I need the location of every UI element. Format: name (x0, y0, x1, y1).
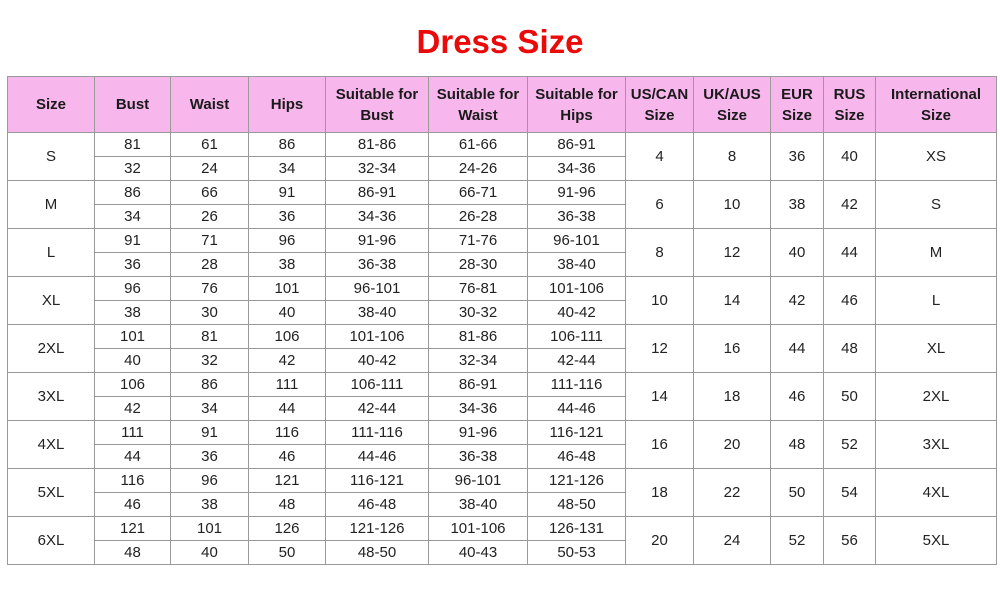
waist-inch-cell: 38 (171, 493, 249, 517)
suitable-hips-cm-cell: 91-96 (528, 181, 626, 205)
suitable-hips-cm-cell: 126-131 (528, 517, 626, 541)
suitable-hips-cm-cell: 111-116 (528, 373, 626, 397)
suitable-bust-inch-cell: 42-44 (326, 397, 429, 421)
page-title: Dress Size (416, 23, 584, 60)
header-hips (249, 77, 326, 133)
size-cell: XL (8, 277, 95, 325)
header-bust (95, 77, 171, 133)
hips-cm-cell: 126 (249, 517, 326, 541)
suitable-hips-inch-cell: 48-50 (528, 493, 626, 517)
table-row (8, 229, 997, 253)
waist-inch-cell: 40 (171, 541, 249, 565)
size-chart-table (7, 76, 997, 565)
suitable-waist-inch-cell: 30-32 (429, 301, 528, 325)
suitable-waist-inch-cell: 28-30 (429, 253, 528, 277)
bust-inch-cell: 44 (95, 445, 171, 469)
suitable-hips-inch-cell: 46-48 (528, 445, 626, 469)
suitable-hips-inch-cell: 38-40 (528, 253, 626, 277)
bust-inch-cell: 48 (95, 541, 171, 565)
bust-cm-cell: 96 (95, 277, 171, 301)
header-label: Waist (458, 106, 498, 124)
suitable-waist-inch-cell: 32-34 (429, 349, 528, 373)
us-can-size-cell: 12 (626, 325, 694, 373)
eur-size-cell: 38 (771, 181, 824, 229)
hips-inch-cell: 48 (249, 493, 326, 517)
header-label: Hips (560, 106, 593, 124)
header-label: RUS (833, 85, 866, 103)
uk-aus-size-cell: 8 (694, 133, 771, 181)
header-suitable-waist (429, 77, 528, 133)
table-row (8, 181, 997, 205)
bust-cm-cell: 81 (95, 133, 171, 157)
header-suitable-hips (528, 77, 626, 133)
suitable-hips-cm-cell: 101-106 (528, 277, 626, 301)
international-size-cell: 4XL (876, 469, 997, 517)
header-label: Size (644, 106, 675, 124)
bust-cm-cell: 116 (95, 469, 171, 493)
suitable-bust-cm-cell: 101-106 (326, 325, 429, 349)
suitable-bust-inch-cell: 34-36 (326, 205, 429, 229)
bust-cm-cell: 106 (95, 373, 171, 397)
suitable-waist-cm-cell: 71-76 (429, 229, 528, 253)
bust-inch-cell: 38 (95, 301, 171, 325)
eur-size-cell: 44 (771, 325, 824, 373)
hips-inch-cell: 34 (249, 157, 326, 181)
hips-inch-cell: 36 (249, 205, 326, 229)
suitable-hips-cm-cell: 121-126 (528, 469, 626, 493)
hips-cm-cell: 101 (249, 277, 326, 301)
header-row (8, 77, 997, 133)
waist-inch-cell: 36 (171, 445, 249, 469)
waist-inch-cell: 30 (171, 301, 249, 325)
header-label: Bust (115, 96, 150, 113)
eur-size-cell: 42 (771, 277, 824, 325)
waist-cm-cell: 86 (171, 373, 249, 397)
eur-size-cell: 40 (771, 229, 824, 277)
hips-inch-cell: 44 (249, 397, 326, 421)
waist-inch-cell: 24 (171, 157, 249, 181)
bust-cm-cell: 101 (95, 325, 171, 349)
suitable-waist-inch-cell: 34-36 (429, 397, 528, 421)
bust-cm-cell: 111 (95, 421, 171, 445)
waist-inch-cell: 34 (171, 397, 249, 421)
suitable-waist-cm-cell: 96-101 (429, 469, 528, 493)
hips-cm-cell: 96 (249, 229, 326, 253)
suitable-bust-cm-cell: 91-96 (326, 229, 429, 253)
bust-inch-cell: 36 (95, 253, 171, 277)
suitable-waist-inch-cell: 40-43 (429, 541, 528, 565)
uk-aus-size-cell: 18 (694, 373, 771, 421)
suitable-waist-inch-cell: 26-28 (429, 205, 528, 229)
header-label: Suitable for (535, 85, 618, 103)
size-cell: 6XL (8, 517, 95, 565)
suitable-bust-cm-cell: 111-116 (326, 421, 429, 445)
suitable-bust-inch-cell: 48-50 (326, 541, 429, 565)
suitable-waist-inch-cell: 36-38 (429, 445, 528, 469)
hips-cm-cell: 121 (249, 469, 326, 493)
suitable-waist-cm-cell: 91-96 (429, 421, 528, 445)
hips-cm-cell: 116 (249, 421, 326, 445)
header-label: Suitable for (335, 85, 419, 103)
waist-cm-cell: 96 (171, 469, 249, 493)
table-row (8, 133, 997, 157)
international-size-cell: M (876, 229, 997, 277)
eur-size-cell: 52 (771, 517, 824, 565)
size-cell: 4XL (8, 421, 95, 469)
table-row (8, 373, 997, 397)
waist-cm-cell: 76 (171, 277, 249, 301)
suitable-hips-inch-cell: 44-46 (528, 397, 626, 421)
suitable-hips-cm-cell: 116-121 (528, 421, 626, 445)
hips-inch-cell: 46 (249, 445, 326, 469)
table-row (8, 469, 997, 493)
header-label: US/CAN (630, 85, 689, 103)
hips-cm-cell: 106 (249, 325, 326, 349)
international-size-cell: XS (876, 133, 997, 181)
suitable-bust-inch-cell: 44-46 (326, 445, 429, 469)
suitable-waist-cm-cell: 101-106 (429, 517, 528, 541)
size-cell: L (8, 229, 95, 277)
table-body (8, 133, 997, 565)
size-cell: S (8, 133, 95, 181)
uk-aus-size-cell: 10 (694, 181, 771, 229)
header-label: UK/AUS (703, 85, 761, 103)
suitable-hips-inch-cell: 42-44 (528, 349, 626, 373)
waist-inch-cell: 28 (171, 253, 249, 277)
suitable-hips-inch-cell: 34-36 (528, 157, 626, 181)
eur-size-cell: 46 (771, 373, 824, 421)
header-label: Suitable for (436, 85, 520, 103)
hips-inch-cell: 42 (249, 349, 326, 373)
hips-cm-cell: 86 (249, 133, 326, 157)
eur-size-cell: 48 (771, 421, 824, 469)
header-label: Size (781, 106, 812, 124)
waist-cm-cell: 71 (171, 229, 249, 253)
suitable-hips-inch-cell: 36-38 (528, 205, 626, 229)
suitable-waist-inch-cell: 24-26 (429, 157, 528, 181)
suitable-bust-cm-cell: 106-111 (326, 373, 429, 397)
size-cell: 2XL (8, 325, 95, 373)
suitable-bust-inch-cell: 38-40 (326, 301, 429, 325)
table-row (8, 325, 997, 349)
uk-aus-size-cell: 14 (694, 277, 771, 325)
suitable-hips-cm-cell: 96-101 (528, 229, 626, 253)
header-waist (171, 77, 249, 133)
rus-size-cell: 48 (824, 325, 876, 373)
international-size-cell: 2XL (876, 373, 997, 421)
suitable-waist-inch-cell: 38-40 (429, 493, 528, 517)
table-row (8, 421, 997, 445)
suitable-bust-cm-cell: 86-91 (326, 181, 429, 205)
header-us-can-size (626, 77, 694, 133)
header-label: Size (920, 106, 951, 124)
us-can-size-cell: 4 (626, 133, 694, 181)
suitable-bust-inch-cell: 32-34 (326, 157, 429, 181)
us-can-size-cell: 10 (626, 277, 694, 325)
waist-inch-cell: 32 (171, 349, 249, 373)
table-row (8, 517, 997, 541)
hips-inch-cell: 38 (249, 253, 326, 277)
us-can-size-cell: 16 (626, 421, 694, 469)
suitable-waist-cm-cell: 76-81 (429, 277, 528, 301)
header-rus-size (824, 77, 876, 133)
suitable-bust-inch-cell: 40-42 (326, 349, 429, 373)
table-row (8, 277, 997, 301)
header-label: Size (716, 106, 747, 124)
bust-inch-cell: 32 (95, 157, 171, 181)
rus-size-cell: 46 (824, 277, 876, 325)
us-can-size-cell: 20 (626, 517, 694, 565)
bust-inch-cell: 40 (95, 349, 171, 373)
header-label: EUR (781, 85, 813, 103)
suitable-bust-cm-cell: 121-126 (326, 517, 429, 541)
suitable-bust-cm-cell: 96-101 (326, 277, 429, 301)
bust-cm-cell: 91 (95, 229, 171, 253)
rus-size-cell: 54 (824, 469, 876, 517)
suitable-bust-cm-cell: 116-121 (326, 469, 429, 493)
header-eur-size (771, 77, 824, 133)
bust-inch-cell: 42 (95, 397, 171, 421)
bust-inch-cell: 46 (95, 493, 171, 517)
uk-aus-size-cell: 12 (694, 229, 771, 277)
header-label: Waist (189, 96, 230, 113)
header-label: Bust (360, 106, 394, 124)
size-cell: M (8, 181, 95, 229)
suitable-waist-cm-cell: 81-86 (429, 325, 528, 349)
uk-aus-size-cell: 24 (694, 517, 771, 565)
hips-cm-cell: 91 (249, 181, 326, 205)
header-suitable-bust (326, 77, 429, 133)
eur-size-cell: 36 (771, 133, 824, 181)
suitable-hips-inch-cell: 40-42 (528, 301, 626, 325)
us-can-size-cell: 18 (626, 469, 694, 517)
waist-cm-cell: 91 (171, 421, 249, 445)
international-size-cell: 3XL (876, 421, 997, 469)
suitable-hips-cm-cell: 86-91 (528, 133, 626, 157)
suitable-bust-inch-cell: 46-48 (326, 493, 429, 517)
uk-aus-size-cell: 20 (694, 421, 771, 469)
rus-size-cell: 40 (824, 133, 876, 181)
waist-inch-cell: 26 (171, 205, 249, 229)
us-can-size-cell: 14 (626, 373, 694, 421)
uk-aus-size-cell: 16 (694, 325, 771, 373)
suitable-bust-cm-cell: 81-86 (326, 133, 429, 157)
header-international-size (876, 77, 997, 133)
waist-cm-cell: 101 (171, 517, 249, 541)
rus-size-cell: 44 (824, 229, 876, 277)
header-size (8, 77, 95, 133)
rus-size-cell: 42 (824, 181, 876, 229)
header-label: International (890, 85, 981, 103)
size-cell: 3XL (8, 373, 95, 421)
suitable-hips-inch-cell: 50-53 (528, 541, 626, 565)
header-uk-aus-size (694, 77, 771, 133)
us-can-size-cell: 8 (626, 229, 694, 277)
hips-inch-cell: 40 (249, 301, 326, 325)
international-size-cell: 5XL (876, 517, 997, 565)
header-label: Hips (270, 96, 304, 113)
bust-inch-cell: 34 (95, 205, 171, 229)
rus-size-cell: 52 (824, 421, 876, 469)
international-size-cell: XL (876, 325, 997, 373)
bust-cm-cell: 86 (95, 181, 171, 205)
uk-aus-size-cell: 22 (694, 469, 771, 517)
international-size-cell: S (876, 181, 997, 229)
size-cell: 5XL (8, 469, 95, 517)
hips-inch-cell: 50 (249, 541, 326, 565)
waist-cm-cell: 61 (171, 133, 249, 157)
suitable-hips-cm-cell: 106-111 (528, 325, 626, 349)
rus-size-cell: 50 (824, 373, 876, 421)
us-can-size-cell: 6 (626, 181, 694, 229)
header-label: Size (35, 96, 66, 113)
suitable-waist-cm-cell: 66-71 (429, 181, 528, 205)
waist-cm-cell: 66 (171, 181, 249, 205)
waist-cm-cell: 81 (171, 325, 249, 349)
bust-cm-cell: 121 (95, 517, 171, 541)
suitable-waist-cm-cell: 86-91 (429, 373, 528, 397)
header-label: Size (834, 106, 865, 124)
international-size-cell: L (876, 277, 997, 325)
suitable-waist-cm-cell: 61-66 (429, 133, 528, 157)
rus-size-cell: 56 (824, 517, 876, 565)
eur-size-cell: 50 (771, 469, 824, 517)
hips-cm-cell: 111 (249, 373, 326, 397)
suitable-bust-inch-cell: 36-38 (326, 253, 429, 277)
